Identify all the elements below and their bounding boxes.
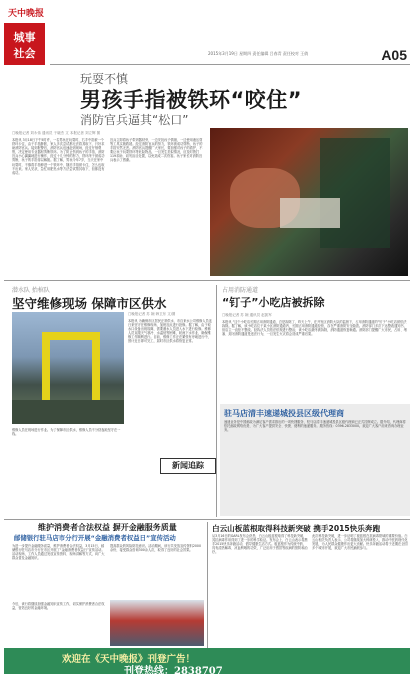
story3-byline: □晚报记者 苏 婉 通讯员 赵凯军 xyxy=(222,313,272,317)
story3-sidebar-body: 速递业务是中国邮政为满足客户需求推出的一项快捷服务，驻马店清丰速递城投县区级代理商已正式挂牌成立。据介绍，代理商将依托邮政网络优势，为广大客户提供安全、快捷、便利的速递服务。服务热线：0396-2833000。欢迎广大客户前来咨询办理业务。 xyxy=(224,420,406,433)
column-divider xyxy=(216,285,217,517)
story2-caption: 维修人员在现场进行作业。为了保障市区供水，维修人员不分昼夜地坚守在一线。 xyxy=(12,428,121,437)
story2-body-col1: 本报讯 为确保市区居民正常供水，市自来水公司维修人员连日来坚守在维修现场，加班加点进行抢修。据了解，由于取水口设备出现故障，需要潜水人员进入水下进行检修。维修人员克服天气寒冷、水温低等困难，轮流下水作业，确保维修工作顺利进行。目前，维修工作正在紧张有序地进行中，预计近日即可完工，届时市区供水将恢复正常。 xyxy=(128,319,212,344)
column-divider-2 xyxy=(207,522,208,648)
newspaper-logo: 天中晚报 xyxy=(8,9,45,19)
story4-headline: 维护消费者合法权益 摒开金融服务质量 xyxy=(38,523,177,532)
header-rule xyxy=(50,64,410,65)
story5-body-col1: 从3月16日的GARL发布会获悉，白云山板蓝根取得了科技新突破，其抗病毒作用得到了进一步的科学验证。发布会上，白云山表示将携手2015快乐奔跑活动，倡导健康生活方式。板蓝根作为传统中药，具有清热解毒、凉血利咽的功效，广泛应用于感冒等疾病的预防和治疗。 xyxy=(212,534,308,555)
lead-photo xyxy=(210,128,408,276)
gantry-leg-right xyxy=(92,340,100,400)
story3-sub-headline: 驻马店清丰速递城投县区级代理商 xyxy=(224,409,344,418)
gantry-beam xyxy=(42,332,100,340)
story2-section-label: 潜水队 抬棺队 xyxy=(12,287,50,294)
story4-body-col3: 今后，该行将继续加强金融知识宣传工作，切实保护消费者合法权益，营造良好的金融环境。 xyxy=(12,602,105,611)
divider-1 xyxy=(4,280,410,281)
lead-body-col1: 本报讯 3月18日下午5时许，一名男孩在玩耍时，右手中指被一个铁环卡住，由于手指肿胀，家人多次尝试都无法将其取下，只好求助消防官兵。接到报警后，消防官兵迅速赶到现场，经过仔细观察，决定使用专业器材剪断铁环。为了防止伤到孩子的手指，消防官兵小心翼翼地进行操作，经过十几分钟的努力，铁环终于被成功剪断，孩子的手指得以解脱。据了解，男孩今年7岁，当天在家中玩耍时，不慎将手指伸进一个铁环中，随后手指被卡住，怎么也取不出来。家人见状，急忙用肥皂水等方法尝试帮其取下，但都没有成功。 xyxy=(12,138,105,175)
lead-byline: □晚报记者 刘永伟 通讯员 于晓杰 文 本报记者 刘立辉 图 xyxy=(12,131,101,135)
story5-headline: 白云山板蓝根取得科技新突破 携手2015快乐奔跑 xyxy=(212,524,381,533)
lead-subhead: 消防官兵逼其“松口” xyxy=(80,113,189,127)
water-surface xyxy=(12,400,124,424)
divider-2 xyxy=(4,519,410,520)
story3-body: 本报讯 “这个小吃店长期占用消防通道，总是拆除了，昨天上午，在开发区消防大队的监督下，占用消防通道的“钉子”小吃店被依法拆除。据了解，该小吃店位于某小区消防通道内，长期占用消防通道经营，存在严重消防安全隐患。消防部门多次下达整改通知书，但店主一直拒不整改。经执法人员依法依规进行整治，该小吃店最终被拆除，消防通道恢复畅通。消防部门提醒广大市民，占用、堵塞、封闭消防通道是违法行为，一旦发生火灾将会造成严重后果。 xyxy=(222,320,407,337)
date-line: 2015年3月19日 星期四 责任编辑 吕春青 责任校对 王倩 xyxy=(208,51,309,56)
photo-firefighter xyxy=(320,138,390,248)
photo-hand xyxy=(280,198,340,228)
ad-line-2: 刊登热线：2838707 xyxy=(124,666,223,677)
ad-line-1: 欢迎在《天中晚报》刊登广告！ xyxy=(62,654,196,665)
lead-body-col2: 官兵立即将孩子带到器材旁，一边安抚孩子情绪，一边使用液压剪等工具实施救援。经过消防官兵的努力，铁环被成功剪断，孩子的手指安然无恙。消防官兵提醒广大家长，要加强对孩子的看护，不要让孩子玩耍铁环等危险物品，一旦发生类似情况，应及时拨打119求助，切勿盲目处置，以免造成二次伤害。孩子家长对消防官兵表示了感谢。 xyxy=(110,138,203,163)
story2-headline: 坚守维修现场 保障市区供水 xyxy=(12,296,167,311)
story3-section-label: 占用消防通道 xyxy=(222,287,259,294)
story4-body-col1: 为进一步提升金融服务质量，维护消费者合法权益，3月15日，邮储银行驻马店市分行在市区开展了“金融消费者权益日”宣传活动。活动现场，工作人员通过发放宣传资料、现场讲解等方式，向广大群众普及金融知识。 xyxy=(12,544,105,561)
footer-ad-band xyxy=(4,648,410,677)
section-tab-line2: 社会 xyxy=(13,47,36,60)
lead-kicker: 玩耍不慎 xyxy=(80,72,129,86)
page-number: A05 xyxy=(381,47,407,63)
gantry-leg-left xyxy=(42,340,50,400)
story2-byline: □晚报记者 苏 婉 韩卫东 文/图 xyxy=(128,312,176,316)
section-tab-line1: 城事 xyxy=(13,31,36,44)
story4-body-col2: 提高群众的风险防范意识。活动期间，该行共发放宣传资料2000余份，接受群众咨询300余人次，取得了良好的社会效果。 xyxy=(110,544,201,553)
lead-headline: 男孩手指被铁环“咬住” xyxy=(80,88,303,112)
story4-subheadline: 邮储银行驻马店市分行开展“金融消费者权益日”宣传活动 xyxy=(14,534,176,542)
story3-headline: “钉子”小吃店被拆除 xyxy=(222,296,325,309)
news-followup-tag: 新闻追踪 xyxy=(160,458,216,474)
story4-photo xyxy=(110,600,204,646)
story5-body-col2: 此次科技新突破，进一步证明了板蓝根在抗病毒领域的重要价值。白云山相关负责人表示，公司将继续加大科研投入，推动中医药现代化发展，为人民群众健康作出更大贡献。快乐奔跑活动将于近期在全国多个城市开展，欢迎广大市民踊跃参与。 xyxy=(312,534,408,551)
section-tab xyxy=(4,23,45,65)
story2-photo xyxy=(12,312,124,424)
